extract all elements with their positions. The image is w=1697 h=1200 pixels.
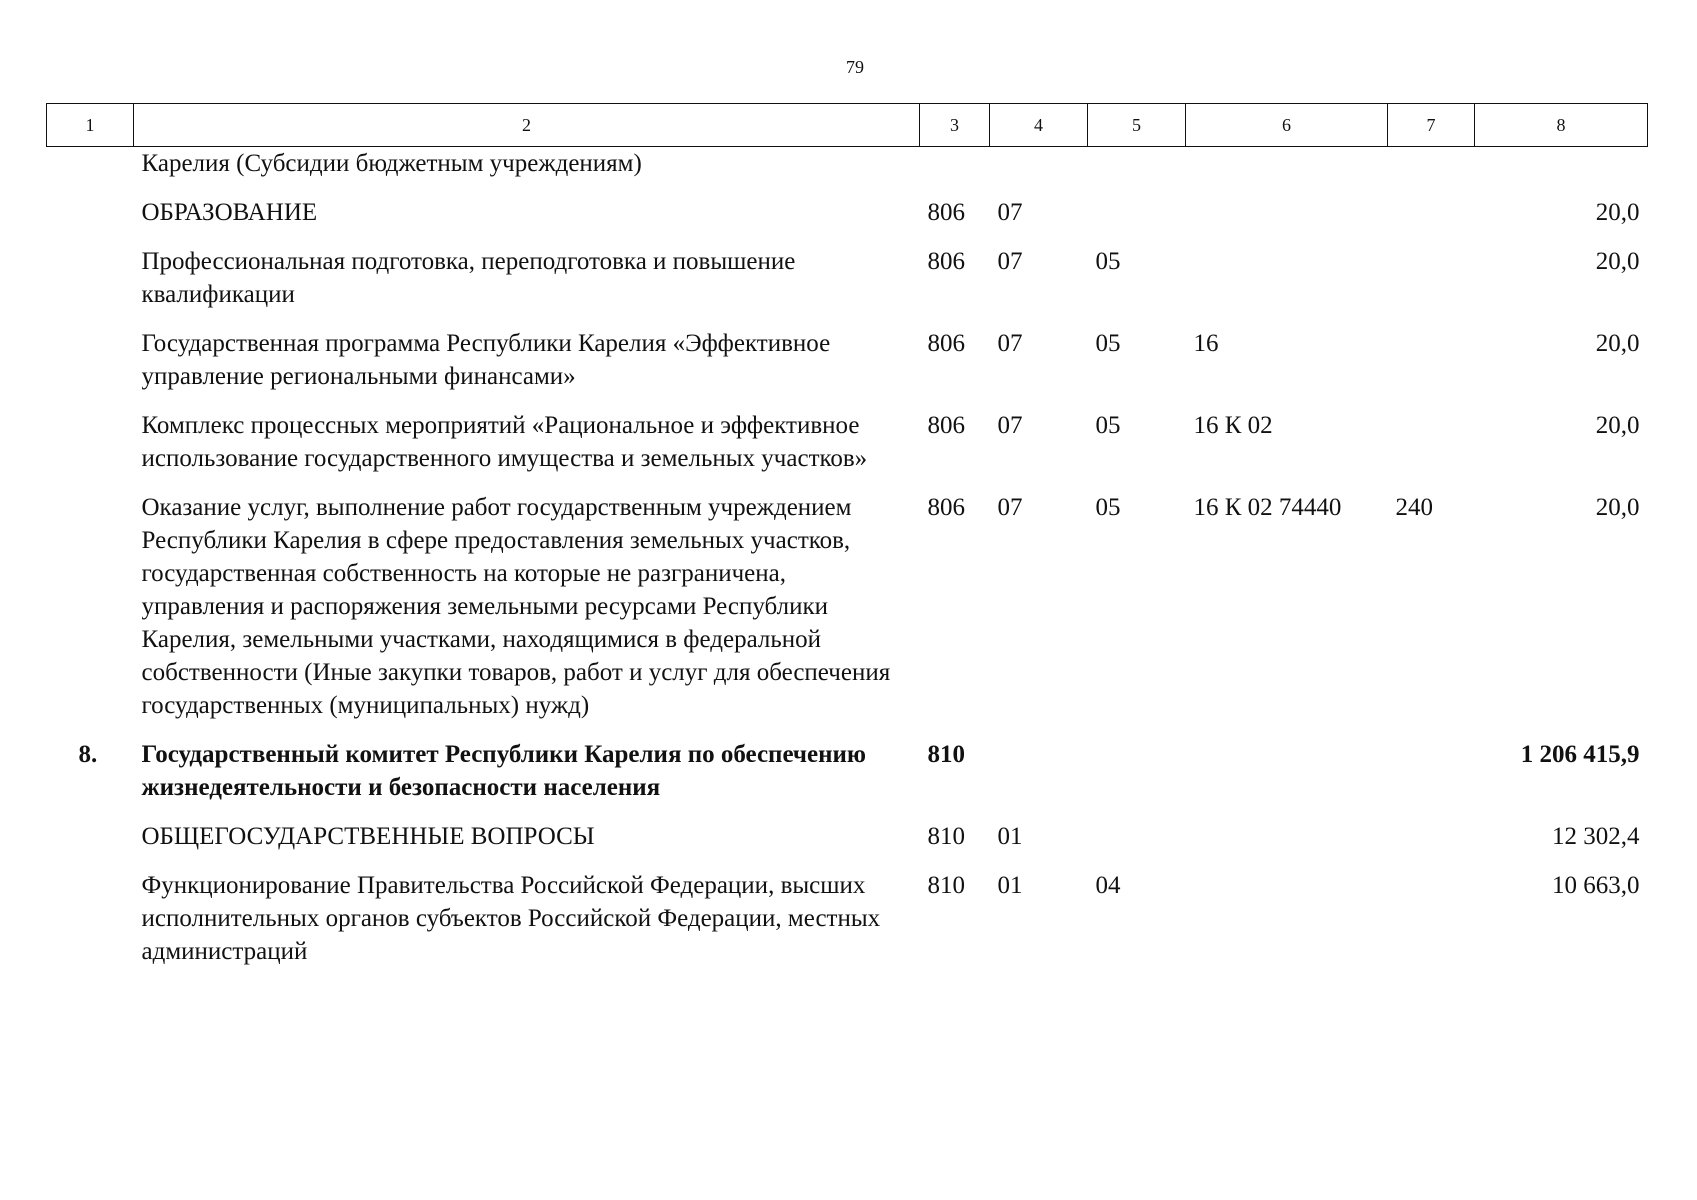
- row-amount: 20,0: [1595, 248, 1640, 275]
- row-description: ОБРАЗОВАНИЕ: [141, 199, 318, 226]
- row-description: ОБЩЕГОСУДАРСТВЕННЫЕ ВОПРОСЫ: [141, 823, 595, 850]
- row-number: [47, 491, 134, 738]
- row-expense-type: [1388, 409, 1475, 491]
- table-row: [47, 820, 1648, 869]
- row-amount: 12 302,4: [1552, 823, 1640, 850]
- row-section: 01: [997, 872, 1023, 899]
- header-col-5: 5: [1088, 104, 1186, 147]
- row-subsection: [1088, 147, 1186, 197]
- row-amount: [1475, 147, 1648, 197]
- row-target-article: [1186, 245, 1388, 327]
- row-section: 01: [997, 823, 1023, 850]
- row-subsection: 05: [1095, 494, 1121, 521]
- row-subsection: 04: [1095, 872, 1121, 899]
- row-subsection: 05: [1095, 330, 1121, 357]
- table-row: [47, 409, 1648, 491]
- table-row: [47, 245, 1648, 327]
- row-amount: 20,0: [1595, 199, 1640, 226]
- row-section: [990, 738, 1088, 820]
- table-row: [47, 869, 1648, 984]
- row-number: [47, 409, 134, 491]
- row-target-article: [1186, 196, 1388, 245]
- row-subsection: [1088, 196, 1186, 245]
- row-expense-type: [1388, 196, 1475, 245]
- table-header: [47, 104, 1648, 147]
- row-target-article: [1186, 738, 1388, 820]
- row-expense-type: [1388, 820, 1475, 869]
- header-col-3: 3: [920, 104, 990, 147]
- row-section: [990, 147, 1088, 197]
- row-admin-code: 810: [927, 872, 965, 899]
- header-col-6: 6: [1186, 104, 1388, 147]
- row-number: [47, 820, 134, 869]
- row-section: 07: [997, 330, 1023, 357]
- header-col-7: 7: [1388, 104, 1475, 147]
- header-row: [47, 104, 1648, 147]
- row-description: Карелия (Субсидии бюджетным учреждениям): [141, 150, 642, 177]
- row-amount: 20,0: [1595, 412, 1640, 439]
- table-row: [47, 196, 1648, 245]
- row-target-article: [1186, 820, 1388, 869]
- row-target-article: 16 К 02: [1193, 412, 1273, 439]
- row-description: Комплекс процессных мероприятий «Рациональное и эффективное использование государственного имущества и земельных участков»: [141, 412, 868, 472]
- row-expense-type: [1388, 245, 1475, 327]
- row-number: [47, 196, 134, 245]
- row-target-article: [1186, 147, 1388, 197]
- table-row: [47, 738, 1648, 820]
- row-admin-code: 806: [927, 494, 965, 521]
- row-amount: 20,0: [1595, 330, 1640, 357]
- row-description: Государственный комитет Республики Карелия по обеспечению жизнедеятельности и безопасности населения: [141, 741, 867, 801]
- row-expense-type: [1388, 327, 1475, 409]
- row-subsection: [1088, 820, 1186, 869]
- row-subsection: 05: [1095, 412, 1121, 439]
- row-admin-code: 806: [927, 199, 965, 226]
- row-description: Государственная программа Республики Карелия «Эффективное управление региональными финансами»: [141, 330, 831, 390]
- row-number: [47, 147, 134, 197]
- row-section: 07: [997, 248, 1023, 275]
- row-expense-type: 240: [1395, 494, 1433, 521]
- row-description: Профессиональная подготовка, переподготовка и повышение квалификации: [141, 248, 796, 308]
- row-amount: 1 206 415,9: [1520, 741, 1640, 768]
- header-col-4: 4: [990, 104, 1088, 147]
- row-admin-code: 806: [927, 330, 965, 357]
- row-subsection: 05: [1095, 248, 1121, 275]
- row-expense-type: [1388, 738, 1475, 820]
- row-number: 8.: [78, 741, 98, 768]
- row-admin-code: [920, 147, 990, 197]
- row-amount: 10 663,0: [1552, 872, 1640, 899]
- header-col-8: 8: [1475, 104, 1648, 147]
- page-number: 79: [846, 57, 864, 77]
- table-row: [47, 491, 1648, 738]
- row-admin-code: 806: [927, 412, 965, 439]
- row-admin-code: 806: [927, 248, 965, 275]
- row-admin-code: 810: [927, 741, 965, 768]
- row-section: 07: [997, 494, 1023, 521]
- row-subsection: [1088, 738, 1186, 820]
- row-target-article: [1186, 869, 1388, 984]
- row-amount: 20,0: [1595, 494, 1640, 521]
- row-expense-type: [1388, 147, 1475, 197]
- row-number: [47, 245, 134, 327]
- row-number: [47, 327, 134, 409]
- row-number: [47, 869, 134, 984]
- row-admin-code: 810: [927, 823, 965, 850]
- table-row: [47, 147, 1648, 197]
- row-section: 07: [997, 412, 1023, 439]
- row-description: Функционирование Правительства Российской Федерации, высших исполнительных органов субъектов Российской Федерации, местных администраций: [141, 872, 881, 965]
- table-body: [47, 147, 1648, 985]
- row-target-article: 16 К 02 74440: [1193, 494, 1342, 521]
- row-section: 07: [997, 199, 1023, 226]
- row-description: Оказание услуг, выполнение работ государственным учреждением Республики Карелия в сфере предоставления земельных участков, государственная собственность на которые не разграничена, управления и распоряжения земельными ресурсами Республики Карелия, земельными участками, находящимися в федеральной собственности (Иные закупки товаров, работ и услуг для обеспечения государственных (муниципальных) нужд): [141, 494, 891, 719]
- row-expense-type: [1388, 869, 1475, 984]
- budget-table: [46, 103, 1648, 984]
- header-col-2: 2: [134, 104, 920, 147]
- table-row: [47, 327, 1648, 409]
- row-target-article: 16: [1193, 330, 1219, 357]
- header-col-1: 1: [47, 104, 134, 147]
